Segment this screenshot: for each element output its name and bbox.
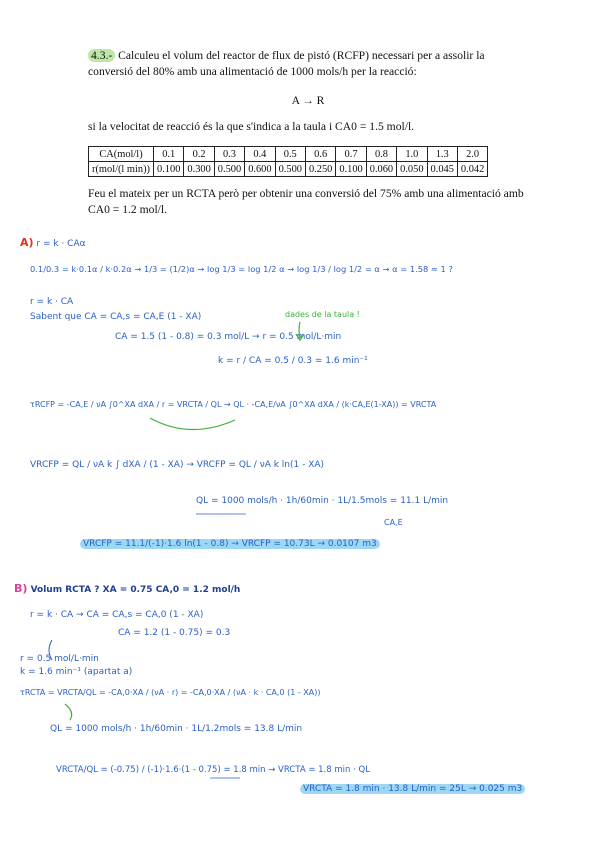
part-a-label: A) (20, 236, 34, 249)
table-cell: 0.1 (154, 147, 184, 162)
table-cell: 0.6 (305, 147, 335, 162)
part-b-heading: Volum RCTA ? XA = 0.75 CA,0 = 1.2 mol/h (30, 585, 241, 595)
problem-text: Calculeu el volum del reactor de flux de pistó (RCFP) necessari per a assolir la conversió del 80% amb una alimentació de 1000 mols/h per la reacció: (88, 49, 485, 78)
table-cell: r(mol/(l min)) (89, 162, 154, 177)
table-cell: 0.100 (154, 162, 184, 177)
table-cell: 1.3 (427, 147, 457, 162)
table-cell: 0.250 (305, 162, 335, 177)
green-link-b (65, 704, 72, 720)
part-b-statement: Feu el mateix per un RCTA però per obtenir una conversió del 75% amb una alimentació amb CA0 = 1.2 mol/l. (88, 187, 524, 216)
rate-result: → r = 0.5 mol/L·min (252, 332, 342, 342)
final-a-text: VRCFP = 11.1/(-1)·1.6 ln(1 - 0.8) → VRCFP = 10.73L → 0.0107 m3 (80, 539, 380, 549)
green-link-a (150, 418, 235, 430)
rate-law: r = k · CAα (36, 239, 86, 249)
notes-b-line4: k = 1.6 min⁻¹ (apartat a) (20, 667, 133, 677)
table-cell: 0.4 (245, 147, 275, 162)
table-cell: 0.3 (214, 147, 244, 162)
table-cell: 0.7 (336, 147, 366, 162)
ql-line-b: QL = 1000 mols/h · 1h/60min · 1L/1.2mols = 13.8 L/min (50, 724, 303, 734)
calc-line-b: VRCTA/QL = (-0.75) / (-1)·1.6·(1 - 0.75) = 1.8 min → VRCTA = 1.8 min · QL (56, 765, 370, 775)
notes-b-line3: r = 0.5 mol/L·min (20, 654, 99, 664)
table-cell: CA(mol/l) (89, 147, 154, 162)
table-cell: 2.0 (457, 147, 487, 162)
ql-line-a: QL = 1000 mols/h · 1h/60min · 1L/1.5mols = 11.1 L/min (196, 496, 449, 506)
table-cell: 0.5 (275, 147, 305, 162)
table-cell: 0.500 (275, 162, 305, 177)
part-b-label: B) (14, 582, 28, 595)
rate-intro: si la velocitat de reacció és la que s'indica a la taula i CA0 = 1.5 mol/l. (88, 120, 415, 133)
table-cell: 0.500 (214, 162, 244, 177)
reaction: A → R (291, 94, 325, 107)
notes-a-line4: k = r / CA = 0.5 / 0.3 = 1.6 min⁻¹ (218, 356, 368, 366)
notes-b-line1: r = k · CA → CA = CA,s = CA,0 (1 - XA) (30, 610, 204, 620)
notes-a-line1: r = k · CA (30, 297, 74, 307)
rate-link-b (49, 640, 52, 660)
table-cell: 0.100 (336, 162, 366, 177)
final-b-text: VRCTA = 1.8 min · 13.8 L/min = 25L → 0.025 m3 (300, 784, 525, 794)
problem-number: 4.3.- (88, 49, 115, 62)
table-cell: 0.042 (457, 162, 487, 177)
table-cell: 0.8 (366, 147, 396, 162)
alpha-derivation: 0.1/0.3 = k·0.1α / k·0.2α → 1/3 = (1/2)α → log 1/3 = log 1/2 α → log 1/3 / log 1/2 = α → α = 1.58 ≈ 1 ? (30, 264, 453, 274)
ca-e-note: CA,E (384, 518, 403, 527)
notes-b-line2: CA = 1.2 (1 - 0.75) = 0.3 (118, 628, 231, 638)
tau-rcfp-line: τRCFP = -CA,E / νA ∫0^XA dXA / r = VRCTA / QL → QL · -CA,E/νA ∫0^XA dXA / (k·CA,E(1-XA)) = VRCTA (30, 400, 437, 409)
table-cell: 0.2 (184, 147, 214, 162)
table-cell: 0.045 (427, 162, 457, 177)
table-cell: 1.0 (397, 147, 427, 162)
table-cell: 0.600 (245, 162, 275, 177)
notes-a-line2: Sabent que CA = CA,s = CA,E (1 - XA) (30, 312, 202, 322)
table-cell: 0.060 (366, 162, 396, 177)
table-note-arrow (299, 322, 300, 338)
vrcfp-line: VRCFP = QL / νA k ∫ dXA / (1 - XA) → VRCFP = QL / νA k ln(1 - XA) (30, 460, 325, 470)
ca-calc: CA = 1.5 (1 - 0.8) = 0.3 mol/L (115, 332, 250, 342)
table-cell: 0.050 (397, 162, 427, 177)
table-note: dades de la taula ! (285, 310, 360, 319)
table-cell: 0.300 (184, 162, 214, 177)
tau-rcta-line: τRCTA = VRCTA/QL = -CA,0·XA / (νA · r) = -CA,0·XA / (νA · k · CA,0 (1 - XA)) (20, 688, 321, 697)
